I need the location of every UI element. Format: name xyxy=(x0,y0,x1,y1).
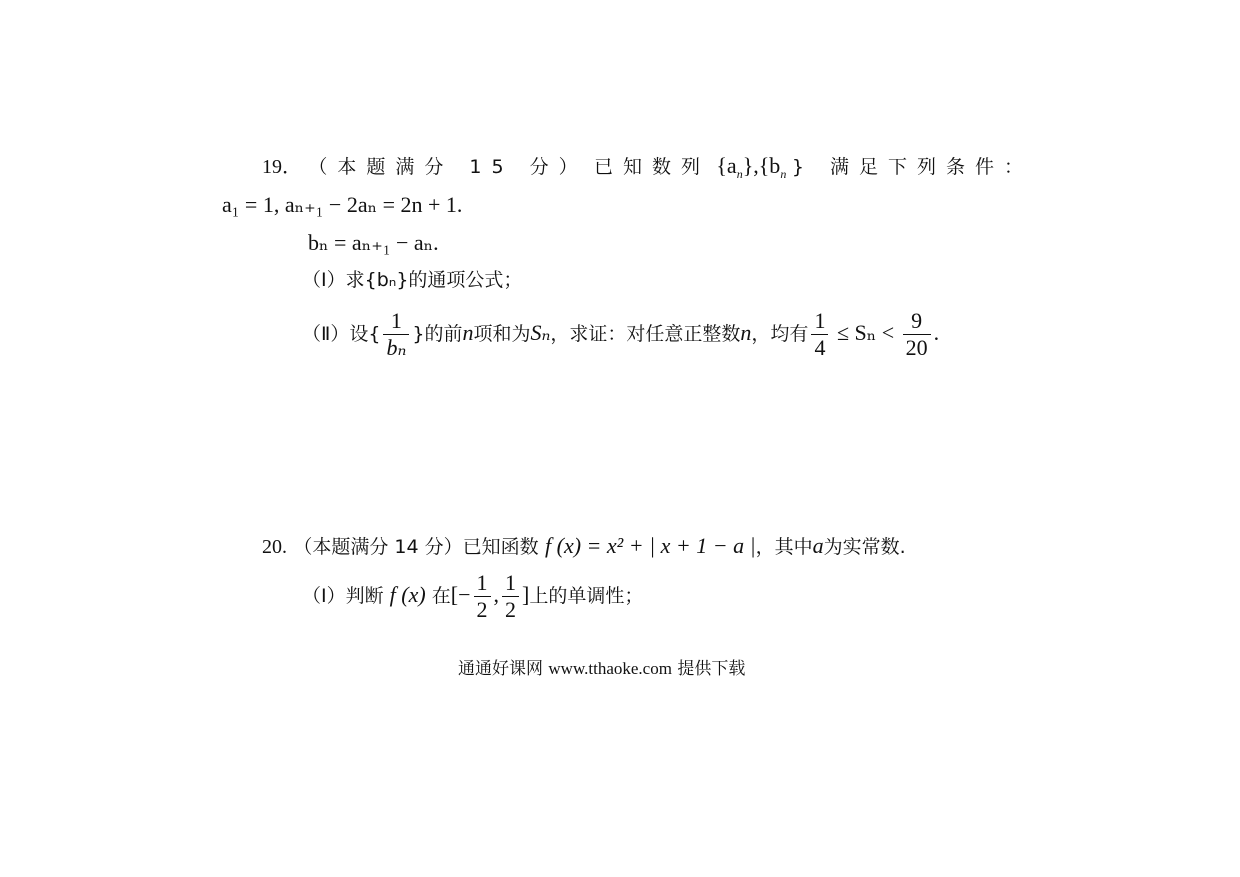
fraction-one-over-bn: $\frac{1}{\text{bₙ}}$ xyxy=(383,308,409,361)
q20-number: 20. xyxy=(262,536,287,558)
q19-intro: 已知数列 xyxy=(593,156,710,178)
footer-credit xyxy=(458,654,745,679)
q19-intro-end: } 满足下列条件： xyxy=(791,156,1033,178)
q19-score: （本题满分 15 分） xyxy=(308,156,588,178)
fraction-one-half-right: $\frac{1}{2}$ xyxy=(502,570,519,623)
q19-sequences: $\{a_n\},\{b_n$ xyxy=(716,153,787,181)
fraction-nine-twentieths: $\frac{9}{20}$ xyxy=(903,308,931,361)
q19-number: 19． xyxy=(262,156,302,178)
q19-header xyxy=(262,154,1033,179)
q20-score: （本题满分 14 分） xyxy=(293,536,463,558)
q19-part1-text: 求{bₙ}的通项公式； xyxy=(345,269,523,291)
footer-left: 通通好课网 xyxy=(458,659,543,679)
q20-part1-label: （Ⅰ） xyxy=(302,585,346,607)
q19-part1-label: （Ⅰ） xyxy=(302,269,346,291)
fraction-one-half-left: $\frac{1}{2}$ xyxy=(474,570,491,623)
q19-part2-label: （Ⅱ） xyxy=(302,323,350,345)
q19-part1 xyxy=(302,268,522,292)
q19-part2: （Ⅱ）设{ $\frac{1}{\text{bₙ}}$ }的前n项和为Sₙ，求证：对任意正整数n，均有 $\frac{1}{4}$ ≤ Sₙ < $\frac{9}{20}$ . xyxy=(302,308,940,360)
fraction-one-quarter: $\frac{1}{4}$ xyxy=(811,308,828,361)
q20-header: 20. （本题满分 14 分）已知函数 f (x) = x² + | x + 1 − a |，其中a为实常数. xyxy=(262,533,906,558)
q20-part1: （Ⅰ）判断 f (x) 在[− $\frac{1}{2}$ , $\frac{1}{2}$ ]上的单调性； xyxy=(302,570,644,622)
q19-condition-2: bₙ = aₙ₊₁ − aₙ. xyxy=(308,230,439,255)
q19-condition-1: a₁ = 1, aₙ₊₁ − 2aₙ = 2n + 1. xyxy=(222,192,463,217)
q20-function: f (x) = x² + | x + 1 − a | xyxy=(545,533,756,558)
footer-site: www.tthaoke.com xyxy=(548,659,672,678)
q19-inequality: ≤ Sₙ < xyxy=(831,320,900,345)
footer-right: 提供下载 xyxy=(677,659,746,679)
